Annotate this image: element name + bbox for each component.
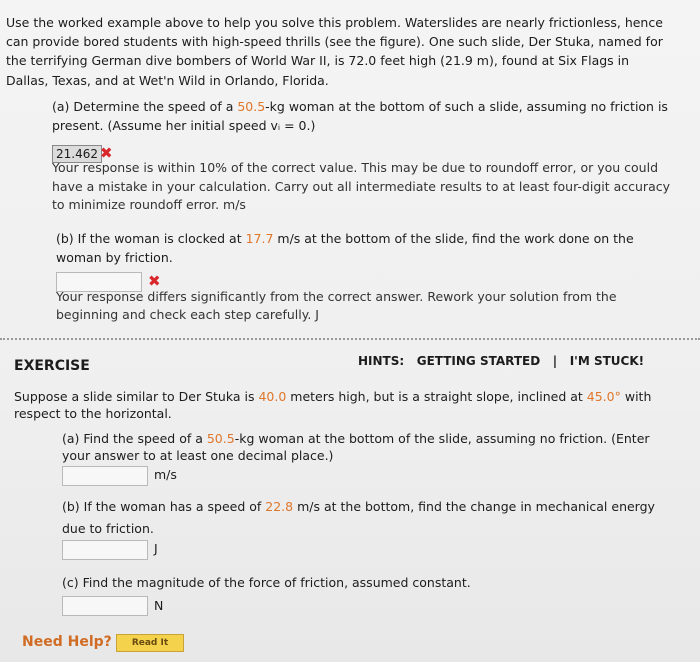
- exercise-a-unit: m/s: [154, 467, 177, 482]
- exercise-a-mass: 50.5: [206, 431, 235, 446]
- part-a-answer-input[interactable]: 21.462: [52, 145, 102, 163]
- section-divider: [0, 338, 700, 340]
- exercise-title: EXERCISE: [14, 358, 90, 374]
- part-a-mass: 50.5: [237, 99, 266, 114]
- part-b-feedback-1: Your response differs significantly from the correct answer. Rework your solution from the: [56, 289, 617, 304]
- intro-line-4: Dallas, Texas, and at Wet'n Wild in Orlando, Florida.: [6, 73, 329, 88]
- exercise-b-question-line-2: due to friction.: [62, 521, 154, 536]
- exercise-height: 40.0: [258, 389, 287, 404]
- exercise-c-unit: N: [154, 598, 164, 613]
- exercise-intro: Suppose a slide similar to Der Stuka is 40.0 meters high, but is a straight slope, inclined at 45.0° with: [14, 389, 652, 404]
- part-a-feedback-2: have a mistake in your calculation. Carry out all intermediate results to at least four-digit accuracy: [52, 179, 670, 194]
- part-a-feedback-1: Your response is within 10% of the correct value. This may be due to roundoff error, or you could: [52, 160, 658, 175]
- intro-line-1: Use the worked example above to help you solve this problem. Waterslides are nearly frictionless, hence: [6, 15, 663, 30]
- part-b-question: (b) If the woman is clocked at 17.7 m/s at the bottom of the slide, find the work done on the: [56, 231, 634, 246]
- im-stuck-link[interactable]: I'M STUCK!: [569, 354, 645, 368]
- intro-line-3: the terrifying German dive bombers of World War II, is 72.0 feet high (21.9 m), found at Six Flags in: [6, 53, 630, 68]
- getting-started-link[interactable]: GETTING STARTED: [416, 354, 541, 368]
- exercise-a-question: (a) Find the speed of a 50.5-kg woman at the bottom of the slide, assuming no friction. (Enter: [62, 431, 650, 446]
- part-a-question: (a) Determine the speed of a 50.5-kg woman at the bottom of such a slide, assuming no friction is: [52, 99, 668, 114]
- exercise-b-answer-input[interactable]: [62, 540, 148, 560]
- exercise-c-answer-input[interactable]: [62, 596, 148, 616]
- intro-line-2: can provide bored students with high-speed thrills (see the figure). One such slide, Der Stuka, named for: [6, 34, 663, 49]
- hints-bar: [358, 352, 644, 370]
- exercise-a-answer-input[interactable]: [62, 466, 148, 486]
- part-a-feedback-3: to minimize roundoff error. m/s: [52, 197, 246, 212]
- exercise-b-question: (b) If the woman has a speed of 22.8 m/s at the bottom, find the change in mechanical energy: [62, 499, 655, 514]
- part-b-feedback-2: beginning and check each step carefully. J: [56, 307, 319, 322]
- part-a-question-line-2: present. (Assume her initial speed vᵢ = 0.): [52, 118, 316, 133]
- exercise-angle: 45.0°: [586, 389, 621, 404]
- exercise-a-question-line-2: your answer to at least one decimal place.): [62, 448, 334, 463]
- hints-separator: |: [552, 354, 558, 368]
- exercise-b-unit: J: [154, 541, 158, 556]
- need-help-label: Need Help?: [22, 634, 112, 650]
- hints-label: HINTS:: [358, 354, 405, 368]
- exercise-intro-line-2: respect to the horizontal.: [14, 406, 172, 421]
- incorrect-x-icon: ✖: [100, 144, 113, 162]
- part-b-speed: 17.7: [245, 231, 274, 246]
- part-b-question-line-2: woman by friction.: [56, 250, 173, 265]
- incorrect-x-icon: ✖: [148, 272, 161, 290]
- read-it-button[interactable]: Read It: [116, 634, 184, 652]
- exercise-c-question: (c) Find the magnitude of the force of friction, assumed constant.: [62, 575, 471, 590]
- exercise-b-speed: 22.8: [265, 499, 294, 514]
